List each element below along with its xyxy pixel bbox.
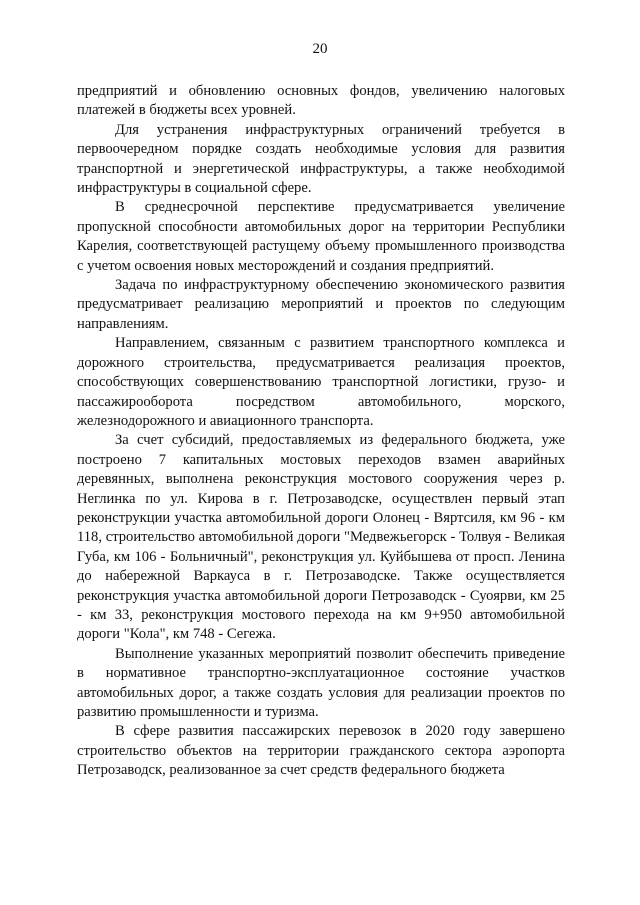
paragraph-measures-result: Выполнение указанных мероприятий позволит обеспечить приведение в нормативное транспортно-эксплуатационное состояние участков автомобильных дорог, а также создать условия для реализации проектов по развитию промышленности и туризма. [77,645,565,720]
paragraph-federal-subsidies: За счет субсидий, предоставляемых из федерального бюджета, уже построено 7 капитальных мостовых переходов взамен аварийных деревянных, выполнена реконструкция мостового сооружения через р. Неглинка по ул. Кирова в г. Петрозаводске, осуществлен первый этап реконструкции участка автомобильной дороги Олонец - Вяртсиля, км 96 - км 118, строительство автомобильной дороги "Медвежьегорск - Толвуя - Великая Губа, км 106 - Больничный", реконструкция ул. Куйбышева от просп. Ленина до набережной Варкауса в г. Петрозаводске. Также осуществляется реконструкция участка автомобильной дороги Петрозаводск - Суоярви, км 25 - км 33, реконструкция мостового перехода на км 9+950 автомобильной дороги "Кола", км 748 - Сегежа. [77,432,565,643]
document-body [77,82,565,781]
paragraph-infrastructure-task: Задача по инфраструктурному обеспечению экономического развития предусматривает реализацию мероприятий и проектов по следующим направлениям. [77,277,565,332]
paragraph-transport-complex: Направлением, связанным с развитием транспортного комплекса и дорожного строительства, предусматривается реализация проектов, способствующих совершенствованию транспортной логистики, грузо- и пассажирооборота посредством автомобильного, морского, железнодорожного и авиационного транспорта. [77,335,565,429]
paragraph-passenger-transport: В сфере развития пассажирских перевозок в 2020 году завершено строительство объектов на территории гражданского сектора аэропорта Петрозаводск, реализованное за счет средств федерального бюджета [77,723,565,779]
paragraph-infrastructure-constraints: Для устранения инфраструктурных ограничений требуется в первоочередном порядке создать необходимые условия для развития транспортной и энергетической инфраструктуры, а также необходимой инфраструктуры в социальной сфере. [77,121,565,197]
paragraph-road-capacity: В среднесрочной перспективе предусматривается увеличение пропускной способности автомобильных дорог на территории Республики Карелия, соответствующей растущему объему промышленного производства с учетом освоения новых месторождений и создания предприятий. [77,199,565,274]
page-number: 20 [312,41,328,57]
paragraph-continuation: предприятий и обновлению основных фондов, увеличению налоговых платежей в бюджеты всех уровней. [77,83,565,119]
